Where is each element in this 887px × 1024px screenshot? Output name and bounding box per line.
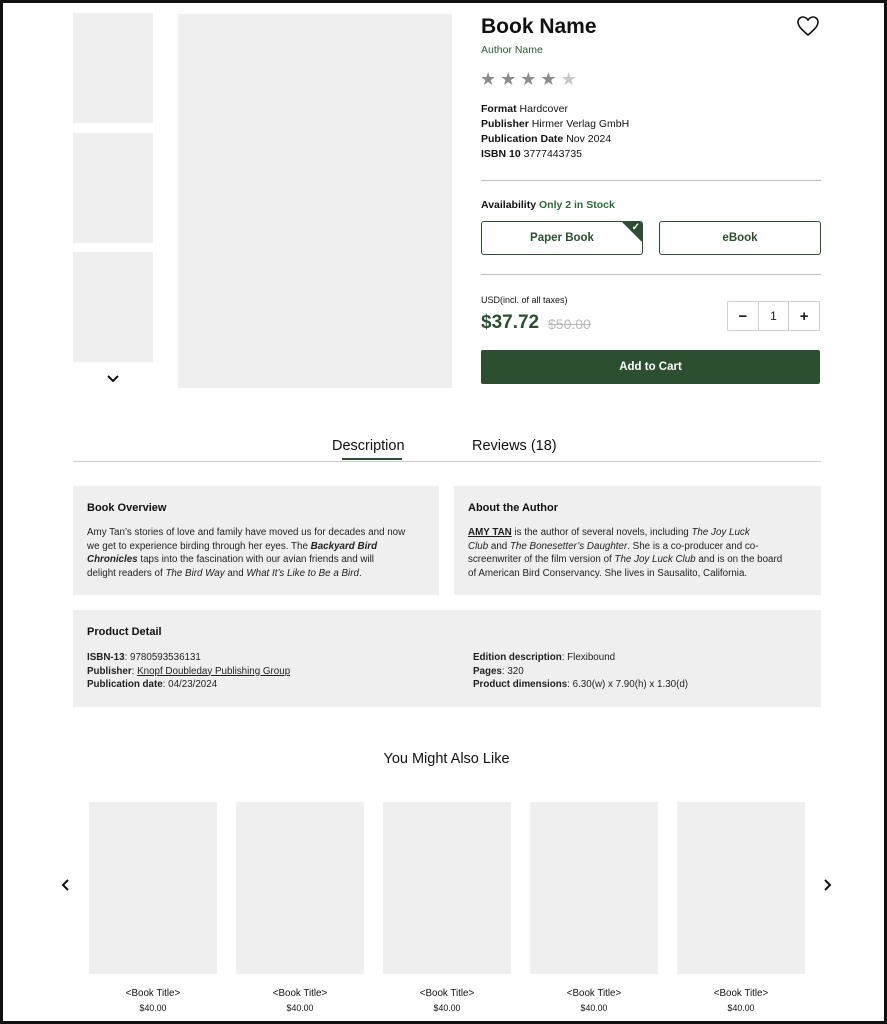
tabs-divider [73, 461, 821, 462]
detail-publisher: Publisher: Knopf Doubleday Publishing Group [87, 665, 291, 677]
chevron-down-icon[interactable] [105, 371, 121, 387]
product-detail-right [473, 651, 688, 692]
star-icon: ★ [480, 69, 497, 89]
recommendation-card[interactable] [383, 802, 511, 1013]
detail-pages: Pages: 320 [473, 665, 524, 677]
about-author-heading: About the Author [468, 502, 559, 514]
recommendation-title[interactable]: <Book Title> [125, 988, 181, 999]
author-name-link[interactable]: AMY TAN [468, 527, 512, 538]
star-icon: ★ [520, 69, 537, 89]
overview-text: Amy Tan’s stories of love and family have moved us for decades and now we get to experience birding through her eyes. The Backyard Bird Chronicles taps into the fascination with our avian friends and will delight readers of The Bird Way and What It’s Like to Be a Bird. [87, 527, 406, 579]
recommendation-cover[interactable] [383, 802, 511, 974]
format-ebook-button[interactable]: eBook [659, 221, 821, 255]
recommendation-price: $40.00 [433, 1003, 461, 1013]
chevron-right-icon[interactable] [820, 877, 834, 893]
main-product-image [178, 14, 452, 388]
current-price: $37.72 [481, 312, 540, 333]
quantity-stepper [727, 301, 820, 331]
product-detail-left [87, 651, 290, 692]
recommendation-title[interactable]: <Book Title> [272, 988, 328, 999]
recommendation-price: $40.00 [727, 1003, 755, 1013]
meta-isbn10: ISBN 10 3777443735 [481, 148, 583, 160]
divider [481, 274, 821, 275]
detail-publication-date: Publication date: 04/23/2024 [87, 679, 218, 690]
recommendation-title[interactable]: <Book Title> [566, 988, 622, 999]
about-author-panel [454, 486, 821, 595]
chevron-left-icon[interactable] [59, 877, 73, 893]
detail-isbn13: ISBN-13: 9780593536131 [87, 652, 201, 663]
divider [481, 180, 821, 181]
tab-description[interactable]: Description [332, 438, 405, 454]
recommendation-price: $40.00 [139, 1003, 167, 1013]
original-price: $50.00 [548, 316, 591, 332]
publisher-link[interactable]: Knopf Doubleday Publishing Group [137, 665, 291, 677]
active-tab-indicator [342, 458, 402, 460]
product-detail-heading: Product Detail [87, 626, 162, 638]
currency-note: USD(incl. of all taxes) [481, 295, 568, 305]
thumbnail-3[interactable] [73, 252, 153, 362]
overview-heading: Book Overview [87, 502, 167, 514]
recommendation-title[interactable]: <Book Title> [419, 988, 475, 999]
product-detail-panel [73, 610, 821, 707]
quantity-decrease-button[interactable]: − [738, 307, 748, 325]
quantity-increase-button[interactable]: + [799, 307, 809, 325]
meta-format: Format Hardcover [481, 103, 568, 115]
check-icon: ✓ [631, 222, 640, 233]
recommendation-cover[interactable] [530, 802, 658, 974]
heart-icon[interactable] [796, 15, 820, 37]
recommendation-title[interactable]: <Book Title> [713, 988, 769, 999]
availability: Availability Only 2 in Stock [481, 199, 615, 211]
add-to-cart-button[interactable]: Add to Cart [481, 350, 820, 384]
stock-status: Only 2 in Stock [538, 199, 615, 211]
star-icon: ★ [540, 69, 557, 89]
format-paper-book-button[interactable]: Paper Book ✓ [481, 221, 643, 255]
thumbnail-2[interactable] [73, 133, 153, 243]
book-overview-panel [73, 486, 439, 595]
recommendations-heading: You Might Also Like [383, 751, 510, 767]
recommendation-card[interactable] [530, 802, 658, 1013]
recommendation-price: $40.00 [580, 1003, 608, 1013]
tab-reviews[interactable]: Reviews (18) [472, 438, 557, 454]
detail-dimensions: Product dimensions: 6.30(w) x 7.90(h) x 1.30(d) [473, 679, 689, 690]
recommendation-card[interactable] [677, 802, 805, 1013]
recommendation-price: $40.00 [286, 1003, 314, 1013]
recommendation-card[interactable] [89, 802, 217, 1013]
star-icon: ★ [560, 69, 577, 89]
recommendation-cover[interactable] [677, 802, 805, 974]
quantity-value[interactable]: 1 [758, 302, 790, 330]
thumbnail-1[interactable] [73, 13, 153, 123]
meta-publication-date: Publication Date Nov 2024 [481, 133, 612, 145]
author-bio-text: AMY TAN is the author of several novels, including The Joy Luck Club and The Bonesetter’s Daughter. She is a co-producer and co- screenwriter of the film version of The Joy Luck Club and is on the board of American Bird Conservancy. She lives in Sausalito, California. [468, 527, 783, 579]
recommendation-cover[interactable] [236, 802, 364, 974]
meta-publisher: Publisher Hirmer Verlag GmbH [481, 118, 630, 130]
recommendation-cover[interactable] [89, 802, 217, 974]
author-link[interactable]: Author Name [481, 44, 543, 56]
detail-edition: Edition description: Flexibound [473, 652, 616, 663]
recommendation-card[interactable] [236, 802, 364, 1013]
product-meta [481, 102, 629, 162]
book-title: Book Name [481, 15, 597, 38]
star-icon: ★ [500, 69, 517, 89]
star-rating [480, 69, 577, 89]
